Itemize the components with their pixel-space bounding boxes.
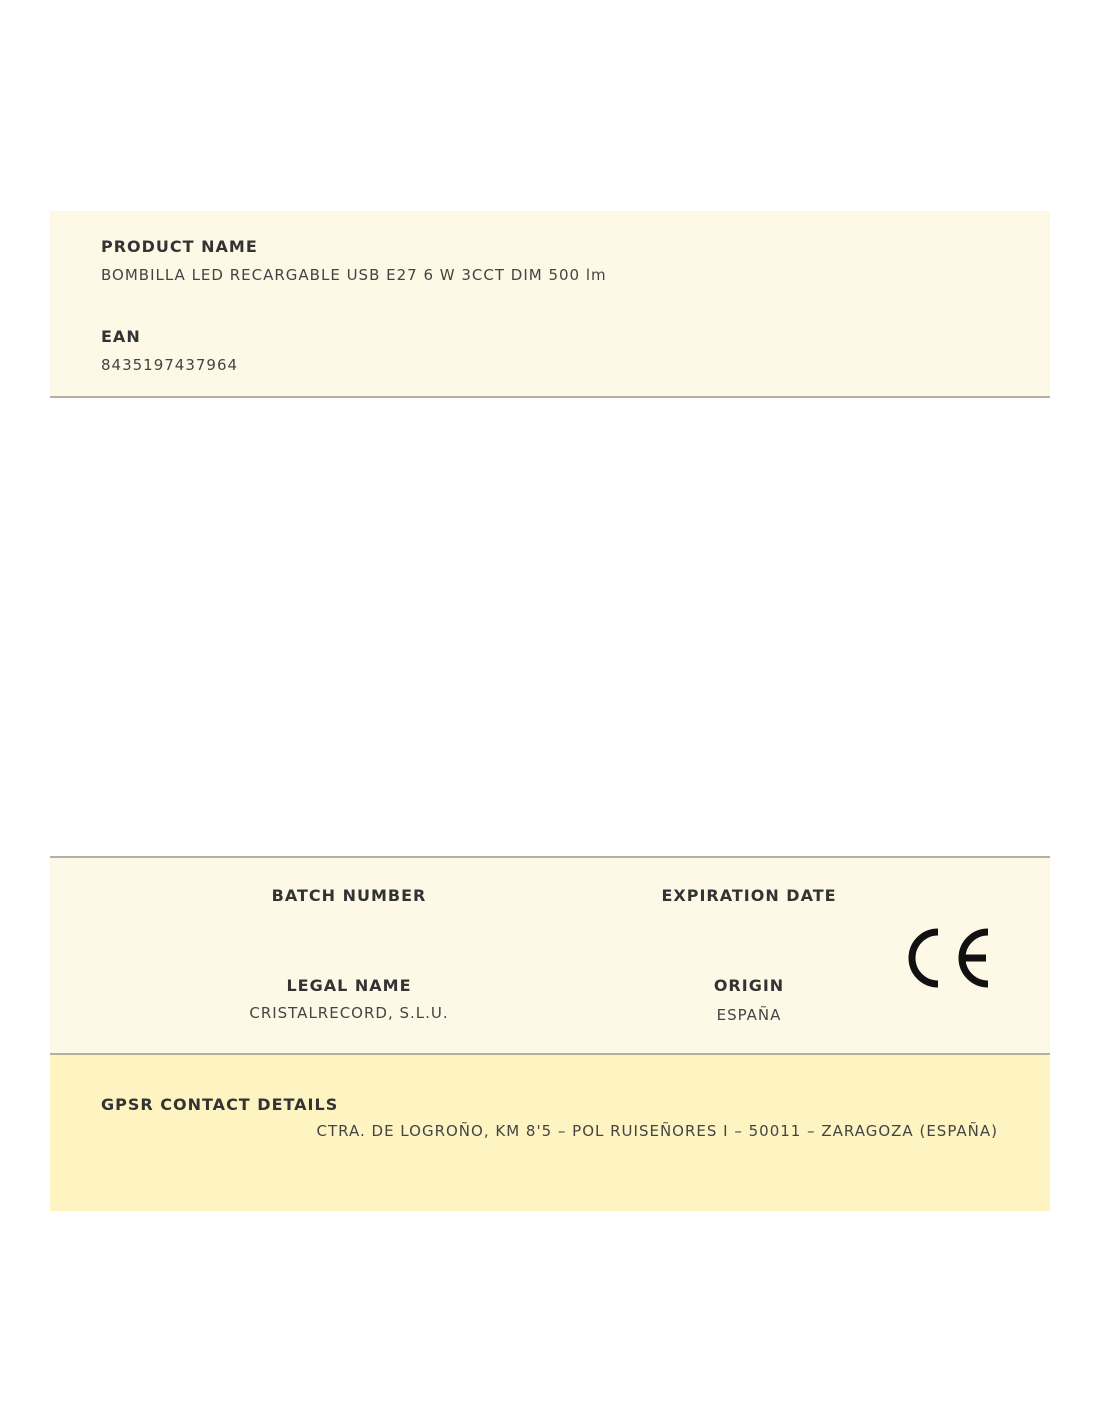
ce-mark-icon	[908, 928, 992, 988]
gpsr-contact-label: GPSR CONTACT DETAILS	[101, 1095, 339, 1114]
product-info-panel	[50, 211, 1050, 398]
ean-value: 8435197437964	[101, 356, 239, 374]
ean-label: EAN	[101, 327, 141, 346]
gpsr-address-value: CTRA. DE LOGROÑO, KM 8'5 – POL RUISEÑORES I – 50011 – ZARAGOZA (ESPAÑA)	[316, 1122, 998, 1140]
origin-label: ORIGIN	[713, 976, 785, 995]
gpsr-contact-panel	[50, 1055, 1050, 1211]
product-name-label: PRODUCT NAME	[101, 237, 258, 256]
batch-number-label: BATCH NUMBER	[271, 886, 427, 905]
batch-details-panel	[50, 856, 1050, 1055]
product-name-value: BOMBILLA LED RECARGABLE USB E27 6 W 3CCT DIM 500 lm	[101, 266, 607, 284]
legal-name-value: CRISTALRECORD, S.L.U.	[249, 1004, 449, 1022]
expiration-date-label: EXPIRATION DATE	[661, 886, 837, 905]
legal-name-label: LEGAL NAME	[286, 976, 412, 995]
origin-value: ESPAÑA	[716, 1006, 782, 1024]
